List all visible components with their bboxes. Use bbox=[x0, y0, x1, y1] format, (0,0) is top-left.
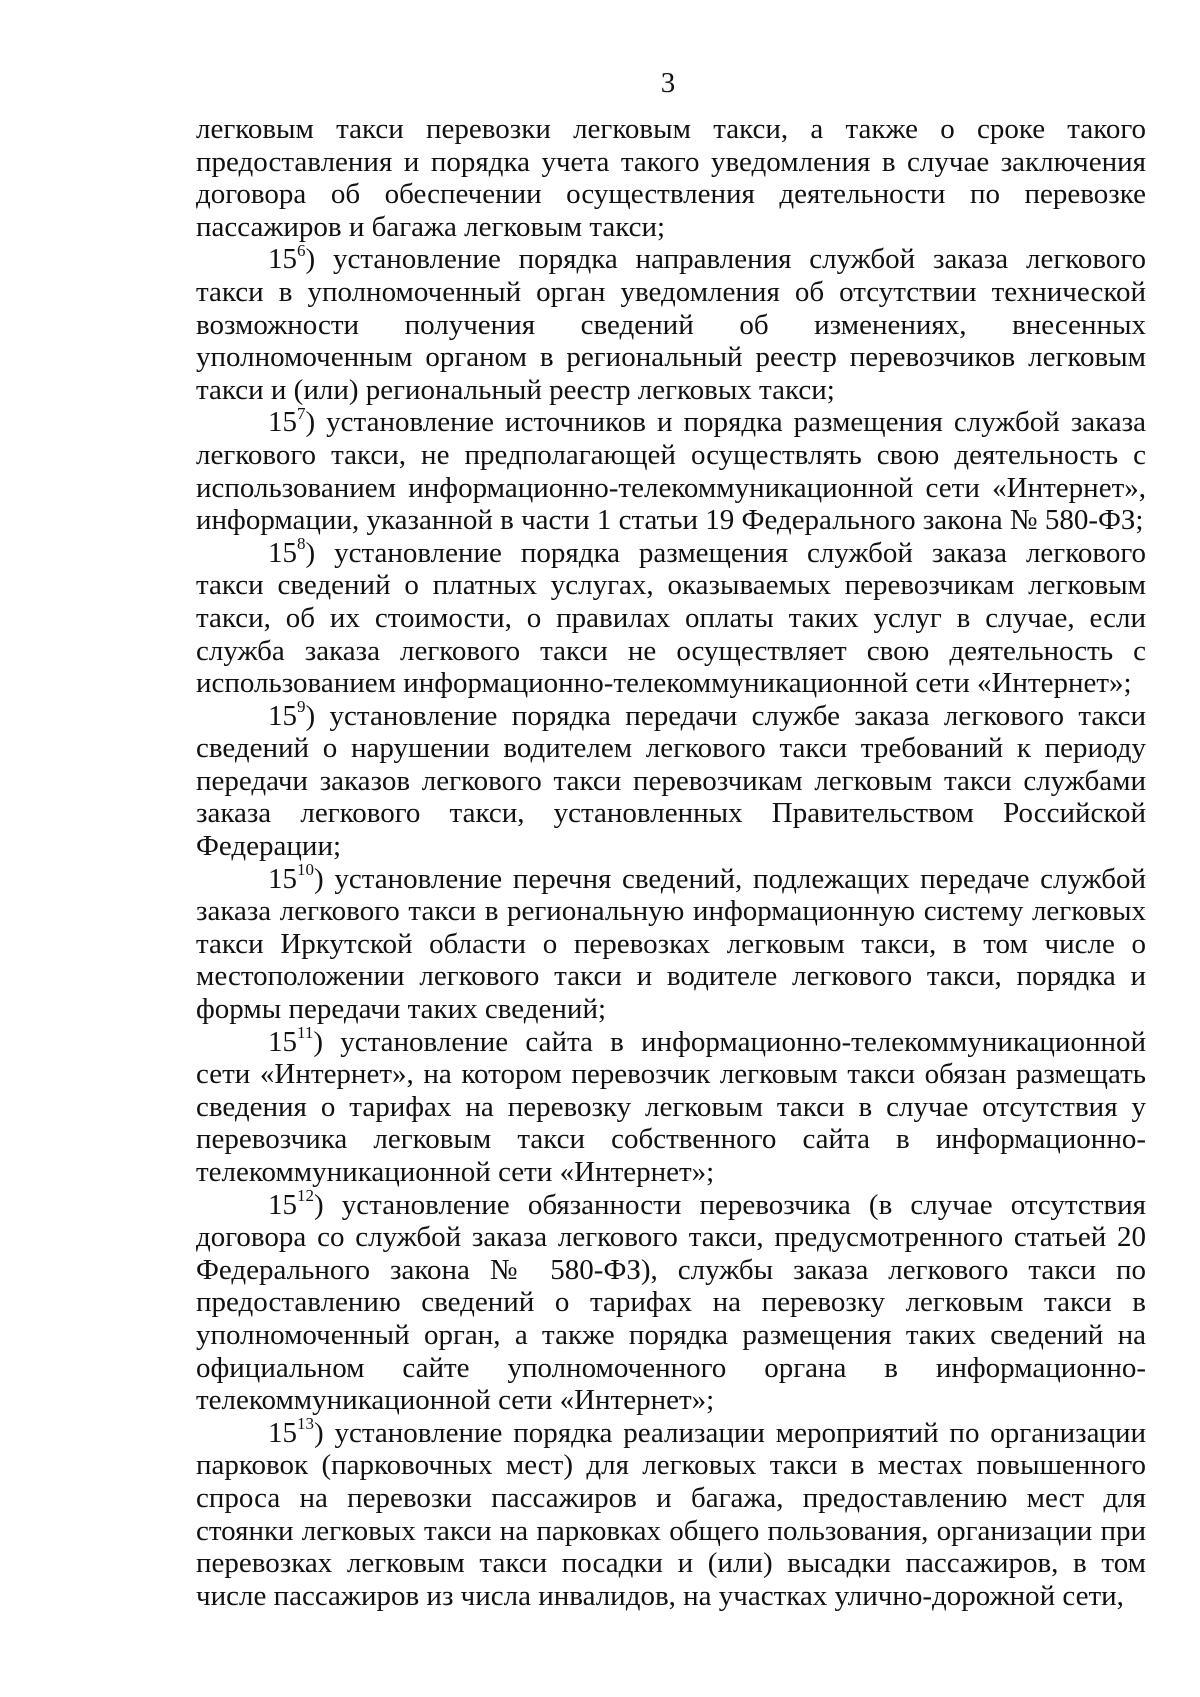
paragraph-15-10 bbox=[196, 860, 1146, 1026]
item-number: 15 bbox=[268, 699, 297, 732]
item-superscript: 9 bbox=[297, 697, 306, 717]
paragraph-text: ) установление порядка размещения службой заказа легкового такси сведений о платных услугах, оказываемых перевозчикам легковым такси, об их стоимости, о правилах оплаты таких услуг в случае, если служба заказа легкового такси не осуществляет свою деятельность с использованием информационно-телекоммуникационной сети «Интернет»; bbox=[196, 536, 1146, 700]
item-number: 15 bbox=[268, 862, 297, 895]
item-superscript: 12 bbox=[297, 1185, 314, 1205]
document-body bbox=[196, 113, 1146, 1612]
item-superscript: 6 bbox=[297, 240, 306, 260]
paragraph-15-13 bbox=[196, 1414, 1146, 1613]
item-superscript: 7 bbox=[297, 403, 306, 423]
paragraph-text: ) установление обязанности перевозчика (в случае отсутствия договора со службой заказа легкового такси, предусмотренного статьей 20 Федерального закона № 580-ФЗ), службы заказа легкового такси по предоставлению сведений о тарифах на перевозку легковым такси в уполномоченный орган, а также порядка размещения таких сведений на официальном сайте уполномоченного органа в информационно-телекоммуникационной сети «Интернет»; bbox=[196, 1188, 1146, 1417]
paragraph-text: ) установление порядка направления службой заказа легкового такси в уполномоченный орган уведомления об отсутствии технической возможности получения сведений об изменениях, внесенных уполномоченным органом в региональный реестр перевозчиков легковым такси и (или) региональный реестр легковых такси; bbox=[196, 243, 1146, 406]
paragraph-text: ) установление сайта в информационно-телекоммуникационной сети «Интернет», на котором перевозчик легковым такси обязан размещать сведения о тарифах на перевозку легковым такси в случае отсутствия у перевозчика легковым такси собственного сайта в информационно-телекоммуникационной сети «Интернет»; bbox=[196, 1025, 1146, 1188]
item-number: 15 bbox=[268, 406, 297, 439]
item-number: 15 bbox=[268, 1416, 297, 1449]
item-superscript: 8 bbox=[297, 534, 306, 554]
item-superscript: 11 bbox=[297, 1022, 314, 1042]
item-number: 15 bbox=[268, 536, 297, 569]
page-number: 3 bbox=[660, 67, 676, 99]
paragraph-15-6 bbox=[196, 240, 1146, 406]
paragraph-15-9 bbox=[196, 697, 1146, 863]
paragraph-text: ) установление перечня сведений, подлежащих передаче службой заказа легкового такси в региональную информационную систему легковых такси Иркутской области о перевозках легковым такси, в том числе о местоположении легкового такси и водителе легкового такси, порядка и формы передачи таких сведений; bbox=[196, 862, 1146, 1026]
item-superscript: 10 bbox=[297, 860, 314, 879]
paragraph-15-12 bbox=[196, 1185, 1146, 1417]
paragraph-text: ) установление порядка передачи службе заказа легкового такси сведений о нарушении водителем легкового такси требований к периоду передачи заказов легкового такси перевозчикам легковым такси службами заказа легкового такси, установленных Правительством Российской Федерации; bbox=[196, 699, 1146, 863]
paragraph-15-11 bbox=[196, 1022, 1146, 1189]
paragraph-text: ) установление источников и порядка размещения службой заказа легкового такси, не предполагающей осуществлять свою деятельность с использованием информационно-телекоммуникационной сети «Интернет», информации, указанной в части 1 статьи 19 Федерального закона № 580-ФЗ; bbox=[196, 406, 1146, 537]
paragraph-text: ) установление порядка реализации мероприятий по организации парковок (парковочных мест) для легковых такси в местах повышенного спроса на перевозки пассажиров и багажа, предоставлению мест для стоянки легковых такси на парковках общего пользования, организации при перевозках легковым такси посадки и (или) высадки пассажиров, в том числе пассажиров из числа инвалидов, на участках улично-дорожной сети, bbox=[196, 1416, 1146, 1612]
paragraph-15-8 bbox=[196, 534, 1146, 700]
item-number: 15 bbox=[268, 243, 297, 276]
item-number: 15 bbox=[268, 1025, 297, 1058]
item-superscript: 13 bbox=[297, 1414, 314, 1434]
paragraph-15-7 bbox=[196, 403, 1146, 537]
paragraph-continuation: легковым такси перевозки легковым такси, а также о сроке такого предоставления и порядка учета такого уведомления в случае заключения договора об обеспечении осуществления деятельности по перевозке пассажиров и багажа легковым такси; bbox=[196, 113, 1146, 243]
item-number: 15 bbox=[268, 1188, 297, 1221]
